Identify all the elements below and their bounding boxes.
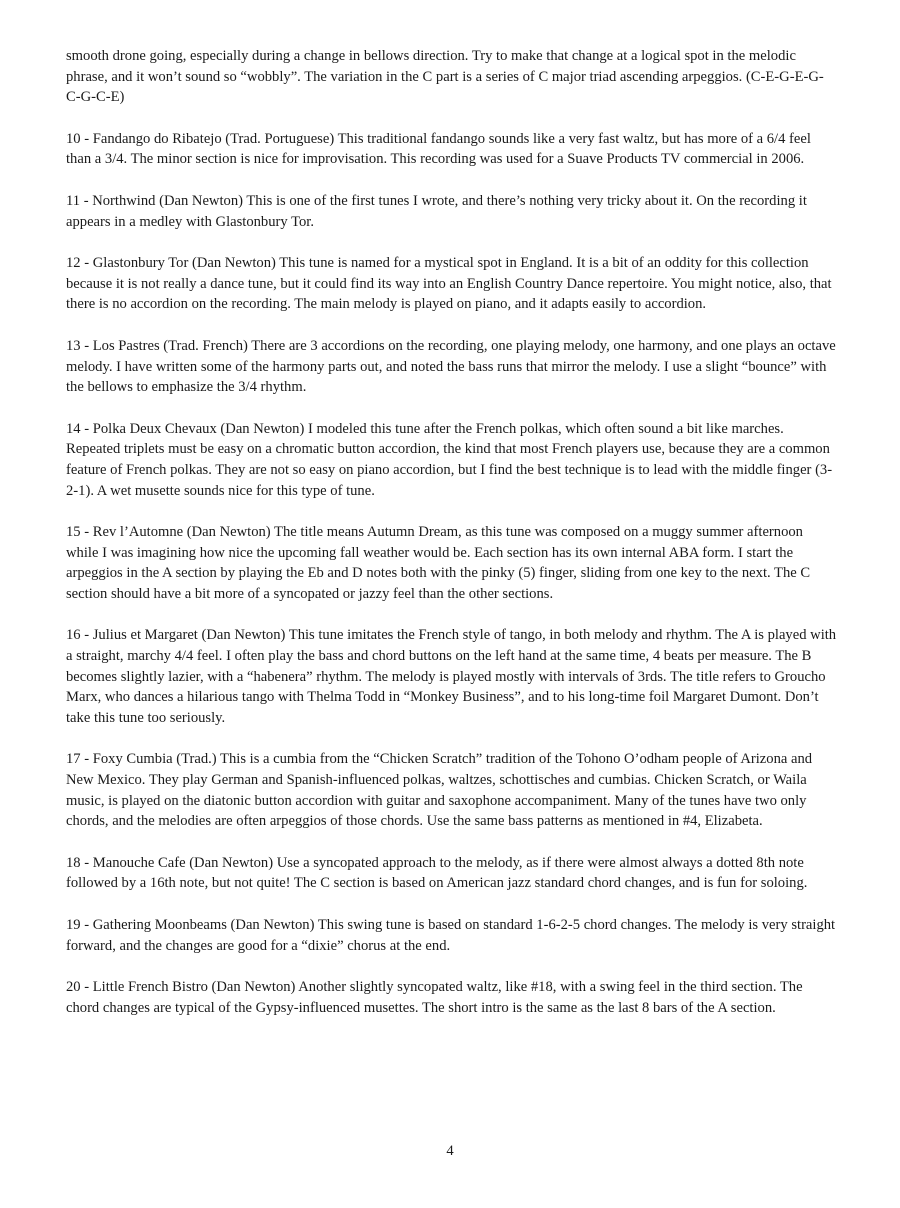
document-body — [66, 46, 838, 1039]
page-number: 4 — [446, 1143, 454, 1159]
paragraph-12-glastonbury-tor: 12 - Glastonbury Tor (Dan Newton) This tune is named for a mystical spot in England. It is a bit of an oddity for this collection because it is not really a dance tune, but it could find its way into an English Country Dance repertoire. You might notice, also, that there is no accordion on the recording. The main melody is played on piano, and it adapts easily to accordion. — [66, 255, 832, 313]
paragraph-16-julius-et-margaret: 16 - Julius et Margaret (Dan Newton) This tune imitates the French style of tango, in both melody and rhythm. The A is played with a straight, marchy 4/4 feel. I often play the bass and chord buttons on the left hand at the same time, 4 beats per measure. The B becomes slightly lazier, with a “habenera” rhythm. The melody is played mostly with intervals of 3rds. The title refers to Groucho Marx, who dances a hilarious tango with Thelma Todd in “Monkey Business”, and to his long-time foil Margaret Dumont. Don’t take this tune too seriously. — [66, 627, 837, 726]
paragraph-drone-continuation: smooth drone going, especially during a change in bellows direction. Try to make that change at a logical spot in the melodic phrase, and it won’t sound so “wobbly”. The variation in the C part is a series of C major triad ascending arpeggios. (C-E-G-E-G-C-G-C-E) — [66, 48, 824, 106]
paragraph-10-fandango: 10 - Fandango do Ribatejo (Trad. Portuguese) This traditional fandango sounds like a very fast waltz, but has more of a 6/4 feel than a 3/4. The minor section is nice for improvisation. This recording was used for a Suave Products TV commercial in 2006. — [66, 130, 811, 168]
paragraph-11-northwind: 11 - Northwind (Dan Newton) This is one of the first tunes I wrote, and there’s nothing very tricky about it. On the recording it appears in a medley with Glastonbury Tor. — [66, 192, 807, 230]
paragraph-15-rev-lautomne: 15 - Rev l’Automne (Dan Newton) The title means Autumn Dream, as this tune was composed on a muggy summer afternoon while I was imagining how nice the upcoming fall weather would be. Each section has its own internal ABA form. I start the arpeggios in the A section by playing the Eb and D notes both with the pinky (5) finger, sliding from one key to the next. The C section should have a bit more of a syncopated or jazzy feel than the other sections. — [66, 524, 811, 602]
paragraph-17-foxy-cumbia: 17 - Foxy Cumbia (Trad.) This is a cumbia from the “Chicken Scratch” tradition of the Tohono O’odham people of Arizona and New Mexico. They play German and Spanish-influenced polkas, waltzes, schottisches and cumbias. Chicken Scratch, or Waila music, is played on the diatonic button accordion with guitar and saxophone accompaniment. Many of the tunes have two only chords, and the melodies are often arpeggios of those chords. Use the same bass patterns as mentioned in #4, Elizabeta. — [66, 751, 813, 830]
paragraph-13-los-pastres: 13 - Los Pastres (Trad. French) There are 3 accordions on the recording, one playing melody, one harmony, and one plays an octave melody. I have written some of the harmony parts out, and noted the bass runs that mirror the melody. I use a slight “bounce” with the bellows to emphasize the 3/4 rhythm. — [66, 337, 836, 396]
paragraph-18-manouche-cafe: 18 - Manouche Cafe (Dan Newton) Use a syncopated approach to the melody, as if there were almost always a dotted 8th note followed by a 16th note, but not quite! The C section is based on American jazz standard chord changes, and is fun for soloing. — [66, 854, 808, 892]
paragraph-20-little-french-bistro: 20 - Little French Bistro (Dan Newton) Another slightly syncopated waltz, like #18, with a swing feel in the third section. The chord changes are typical of the Gypsy-influenced musettes. The short intro is the same as the last 8 bars of the A section. — [66, 979, 803, 1016]
paragraph-14-polka-deux-chevaux: 14 - Polka Deux Chevaux (Dan Newton) I modeled this tune after the French polkas, which often sound a bit like marches. Repeated triplets must be easy on a chromatic button accordion, the kind that most French players use, because they are a common feature of French polkas. They are not so easy on piano accordion, but I find the best technique is to lead with the middle finger (3-2-1). A wet musette sounds nice for this type of tune. — [66, 420, 833, 499]
paragraph-19-gathering-moonbeams: 19 - Gathering Moonbeams (Dan Newton) This swing tune is based on standard 1-6-2-5 chord changes. The melody is very straight forward, and the changes are good for a “dixie” chorus at the end. — [66, 917, 836, 954]
